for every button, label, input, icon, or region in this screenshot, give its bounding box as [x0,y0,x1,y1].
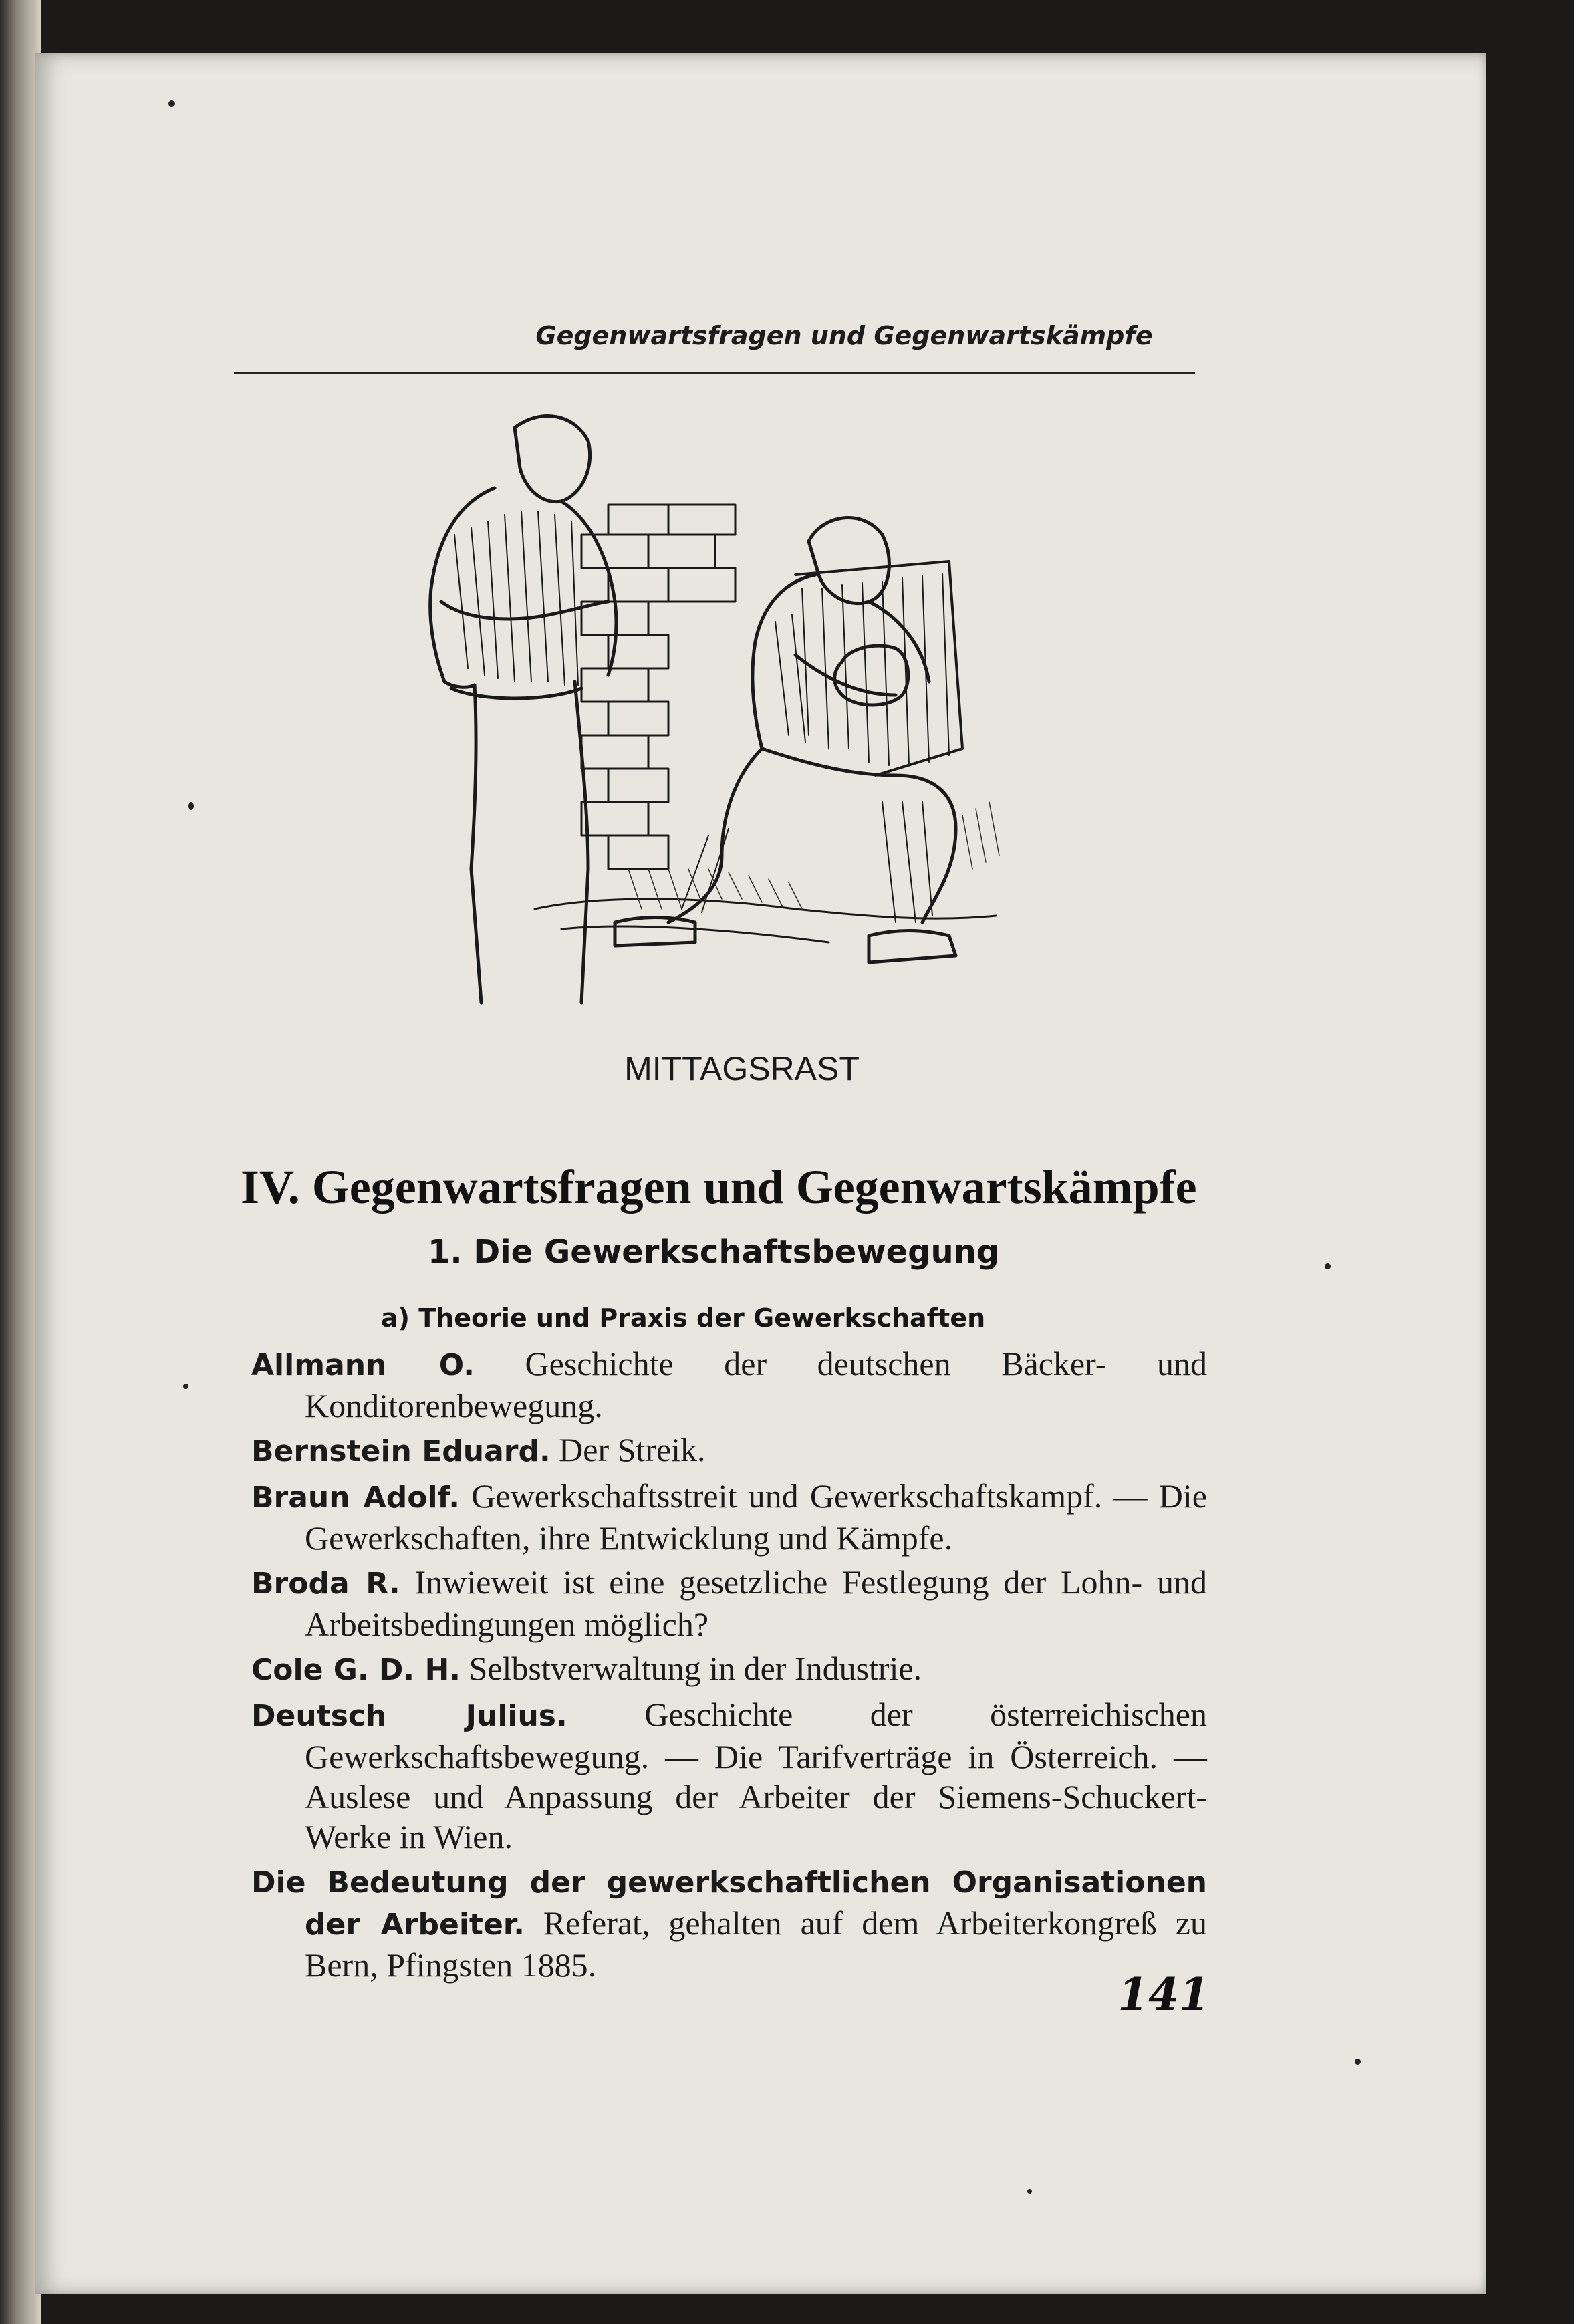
bibliography-entry [251,1694,1207,1857]
bibliography-entry [251,1861,1207,1985]
chapter-title: IV. Gegenwartsfragen und Gegenwartskämpfe [241,1160,1197,1214]
entry-text: Der Streik. [550,1431,706,1468]
bibliography-entry [251,1343,1207,1426]
entry-text: Referat, gehalten auf dem Arbeiterkongreß zu Bern, Pfingsten 1885. [305,1904,1208,1984]
running-head: Gegenwartsfragen und Gegenwartskämpfe [535,321,1153,350]
paper-speck [168,100,175,107]
bibliography-entry [251,1476,1207,1558]
paper-speck [188,802,194,810]
illustration-caption: MITTAGSRAST [624,1050,860,1087]
bibliography-list [251,1343,1207,1989]
bibliography-entry [251,1430,1207,1472]
entry-author: Deutsch Julius. [251,1699,567,1733]
paper-speck [183,1384,188,1389]
entry-text: Geschichte der österreichischen Gewerkschaftsbewegung. — Die Tarifverträge in Österreich. — Auslese und Anpassung der Arbeiter der Siemens-Schuckert-Werke in Wien. [305,1696,1207,1855]
page-number: 141 [1118,1968,1210,2021]
header-rule [234,372,1195,374]
entry-text: Geschichte der deutschen Bäcker- und Konditorenbewegung. [305,1345,1208,1424]
paper-speck [1355,2059,1361,2065]
bibliography-entry [251,1562,1207,1644]
entry-author: Braun Adolf. [251,1480,460,1515]
paper-speck [1027,2189,1032,2194]
entry-author: Bernstein Eduard. [251,1434,551,1468]
entry-author: Cole G. D. H. [251,1653,461,1687]
entry-author: Allmann O. [251,1348,475,1382]
paper-speck [1325,1263,1331,1269]
subsection-title: a) Theorie und Praxis der Gewerkschaften [381,1303,986,1333]
entry-text: Selbstverwaltung in der Industrie. [461,1650,922,1687]
illustration-workers-lunch-break [294,401,1083,1023]
bibliography-entry [251,1648,1207,1690]
entry-title: Die Bedeutung der gewerkschaftlichen Organisationen der Arbeiter. [251,1865,1207,1942]
entry-text: Inwieweit ist eine gesetzliche Festlegung der Lohn- und Arbeitsbedingungen möglich? [305,1563,1207,1643]
section-title: 1. Die Gewerkschaftsbewegung [428,1233,1000,1271]
entry-text: Gewerkschaftsstreit und Gewerkschaftskampf. — Die Gewerkschaften, ihre Entwicklung und Kämpfe. [305,1477,1207,1557]
entry-author: Broda R. [251,1567,400,1601]
